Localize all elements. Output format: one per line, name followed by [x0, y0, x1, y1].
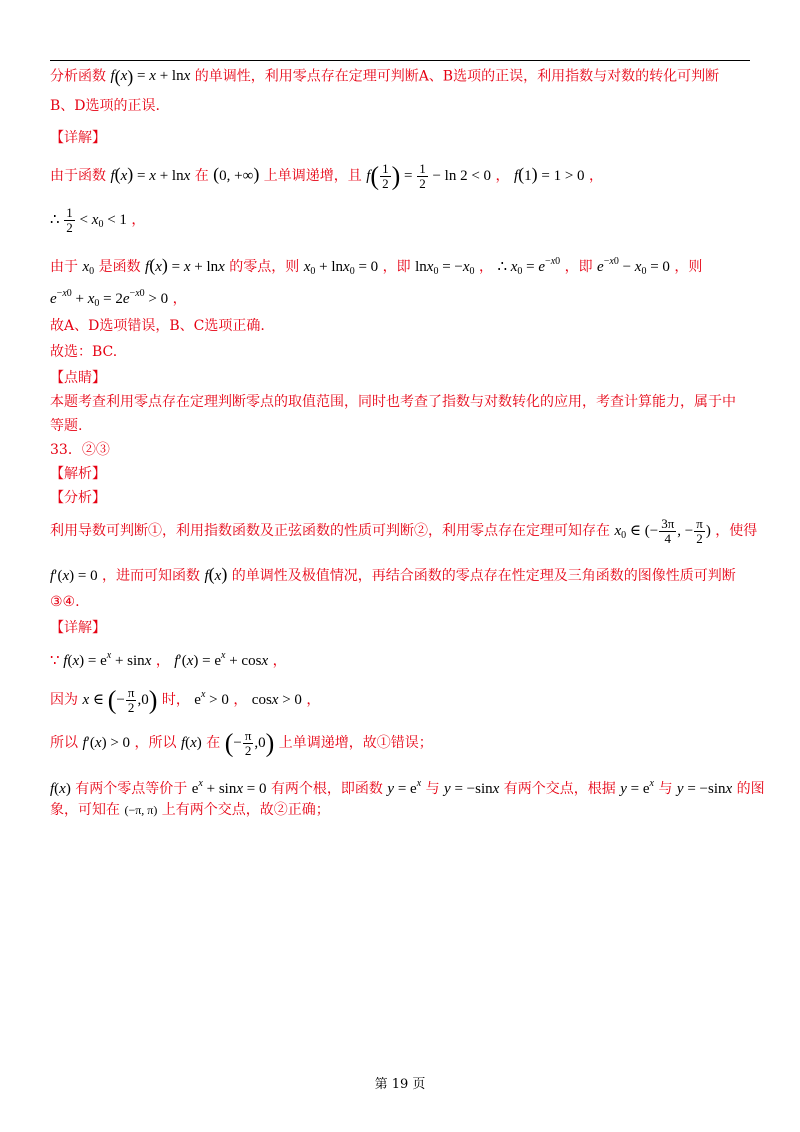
math-interval-pi: (−π, π) — [124, 803, 158, 817]
text: 的图 — [736, 781, 765, 797]
math-x0: $x_0$ — [82, 259, 95, 277]
math-y-ex: $y = e^x$ — [387, 778, 422, 797]
math-x0-interval: $x_0$ ∈ (− $\frac{3\pi}{4}$ , − $\frac{\pi}{2}$ ) — [614, 516, 711, 547]
math-fprime-zero: f′(x) = 0 — [50, 568, 98, 584]
text: 的零点，则 — [229, 259, 300, 275]
text: ，即 — [382, 259, 411, 275]
math-fprime-pos: f′(x) > 0 — [82, 735, 131, 751]
top-rule — [50, 60, 750, 61]
text: ， — [306, 692, 321, 708]
text: 上单调递增，且 — [263, 168, 362, 184]
math-y-sin: y = −sinx — [444, 781, 500, 797]
detail-line-4 — [50, 284, 750, 314]
text: ，所以 — [134, 735, 177, 751]
text: 是函数 — [98, 259, 141, 275]
text: ， — [155, 653, 170, 669]
answer-line: 故选：BC. — [50, 344, 118, 360]
detail2-line-3 — [50, 728, 750, 758]
section-heading-detail-2: 【详解】 — [50, 620, 106, 636]
section-heading-analysis: 【分析】 — [50, 490, 106, 506]
section-heading-detail: 【详解】 — [50, 130, 106, 146]
text: 的单调性，利用零点存在定理可判断A、B选项的正误，利用指数与对数的转化可判断 — [194, 68, 720, 85]
section-heading-solution: 【解析】 — [50, 466, 106, 482]
text: 由于 — [50, 259, 78, 275]
text: 有两个零点等价于 — [75, 781, 188, 797]
analysis2-line-3: ③④. — [50, 594, 80, 610]
section-heading-comment: 【点睛】 — [50, 370, 106, 386]
page-number: 第 19 页 — [374, 1077, 426, 1092]
math-f-def: f(x) = x + lnx — [110, 164, 191, 184]
math-x0-range: ∴ $\frac{1}{2}$ < $x_0 < 1$ — [50, 205, 127, 236]
math-cos-pos: cosx > 0 — [251, 692, 302, 708]
detail2-line-2 — [50, 680, 750, 715]
math-f-def: f(x) = x + lnx — [110, 67, 191, 87]
math-x-in: x ∈ (− $\frac{\pi}{2}$ ,0) — [82, 685, 158, 716]
conclusion-line: 故A、D选项错误，B、C选项正确. — [50, 318, 265, 334]
math-f-half: f( $\frac{1}{2}$ ) = $\frac{1}{2}$ − ln 2 < 0 — [366, 161, 492, 192]
text: 有两个根，即函数 — [270, 781, 383, 797]
text: 因为 — [50, 692, 78, 708]
math-ex-pos: $e^x > 0$ — [194, 689, 229, 708]
math-eq-root: $e^x + \sin x = 0$ — [191, 778, 267, 797]
text: ， — [131, 212, 146, 228]
detail-line-3 — [50, 252, 750, 282]
text: ， — [272, 653, 287, 669]
text: 分析函数 — [50, 68, 106, 85]
text: 上有两个交点，故②正确； — [161, 802, 330, 818]
math-fx: f(x) — [180, 735, 202, 751]
text: ，即 — [564, 259, 593, 275]
comment-line-1: 本题考查利用零点存在定理判断零点的取值范围，同时也考查了指数与对数转化的应用，考查计算能力，属于中 — [50, 394, 736, 410]
math-interval-pos: (0, +∞) — [213, 164, 260, 184]
text: ，则 — [674, 259, 703, 275]
text: 由于函数 — [50, 168, 106, 184]
detail2-line-5 — [50, 800, 750, 820]
problem-number: 33．②③ — [50, 442, 110, 458]
analysis2-line-2 — [50, 564, 750, 586]
text: 所以 — [50, 735, 78, 751]
math-g-prime: $f'(x) = e^x + \cos x$ — [174, 650, 269, 669]
text: 上单调递增，故①错误； — [278, 735, 433, 751]
math-f-one: f(1) = 1 > 0 — [513, 164, 585, 184]
text: 象，可知在 — [50, 802, 120, 818]
text: ， — [589, 168, 603, 184]
text: 在 — [194, 168, 209, 184]
math-fx: f(x) — [204, 564, 228, 584]
text: 在 — [206, 735, 221, 751]
detail2-line-1 — [50, 646, 750, 671]
math-eq2: $\ln x_0 = -x_0$ — [415, 259, 475, 277]
analysis-line-1 — [50, 64, 750, 90]
detail-line-2 — [50, 206, 750, 239]
math-f-def: f(x) = x + lnx — [145, 255, 225, 275]
text: 有两个交点，根据 — [503, 781, 616, 797]
analysis2-line-1 — [50, 516, 758, 551]
text: ，进而可知函数 — [102, 568, 201, 584]
text: 与 — [658, 781, 673, 797]
comment-line-2: 等题. — [50, 418, 83, 434]
math-eq4: $e^{-x0} - x_0 = 0$ — [597, 256, 670, 277]
math-y-sin: y = −sinx — [676, 781, 733, 797]
text: ， — [233, 692, 248, 708]
text: ， — [478, 259, 493, 275]
text: ， — [172, 291, 187, 307]
math-y-ex: $y = e^x$ — [620, 778, 654, 797]
text: 的单调性及极值情况，再结合函数的零点存在性定理及三角函数的图像性质可判断 — [231, 568, 736, 584]
detail2-line-4 — [50, 774, 765, 799]
text: 与 — [425, 781, 440, 797]
math-g-def: ∵ $f(x) = e^x + \sin x$ — [50, 650, 152, 669]
math-eq1: $x_0 + \ln x_0 = 0$ — [303, 259, 379, 277]
detail-line-1 — [50, 160, 750, 191]
math-eq3: ∴ $x_0 = e^{-x0}$ — [497, 256, 561, 277]
therefore-symbol: ∴ — [50, 212, 60, 228]
text: ， — [495, 168, 510, 184]
text: 时， — [161, 692, 190, 708]
text: ，使得 — [715, 523, 758, 539]
math-eq5: $e^{-x0} + x_0 = 2e^{-x0} > 0$ — [50, 288, 169, 309]
math-interval-neg: (− $\frac{\pi}{2}$ ,0) — [224, 728, 275, 759]
math-fx: f(x) — [50, 781, 71, 797]
text: 利用导数可判断①，利用指数函数及正弦函数的性质可判断②，利用零点存在定理可知存在 — [50, 523, 610, 539]
analysis-line-2: B、D选项的正误. — [50, 98, 160, 114]
